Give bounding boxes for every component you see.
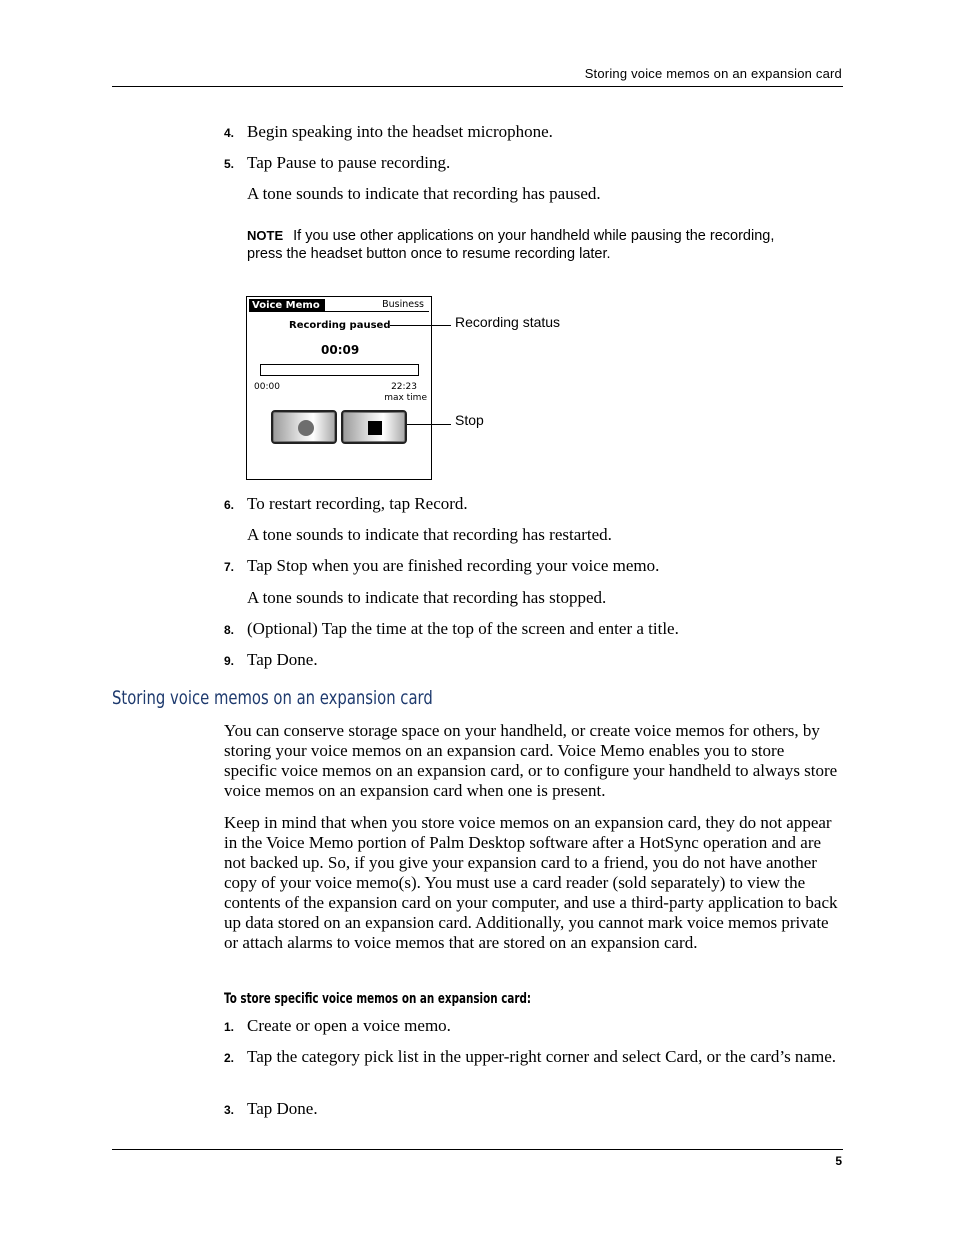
max-time-label: max time [384,393,427,403]
callout-line-status [390,325,451,326]
step-text: To restart recording, tap Record. [247,494,468,513]
page-number: 5 [835,1154,842,1168]
step-text: Tap Done. [247,1099,318,1118]
step-number: 5. [224,157,235,171]
step-number: 1. [224,1020,235,1034]
running-head: Storing voice memos on an expansion card [584,66,842,81]
step-text: Create or open a voice memo. [247,1016,451,1035]
recording-progress-bar [260,364,419,376]
step-text: Tap Pause to pause recording. [247,153,451,172]
title-underline [249,311,429,312]
step-result-paused: A tone sounds to indicate that recording has paused. [247,184,601,203]
record-circle-icon [298,420,314,436]
callout-stop: Stop [455,412,484,428]
callout-line-stop [407,424,451,425]
step-number: 7. [224,560,235,574]
step-text: Tap Stop when you are finished recording your voice memo. [247,556,660,575]
app-title: Voice Memo [249,299,325,312]
step-text: Tap the category pick list in the upper-right corner and select Card, or the card’s name. [247,1047,836,1066]
step-number: 6. [224,498,235,512]
record-button[interactable] [271,410,337,444]
step-number: 9. [224,654,235,668]
category-picker[interactable]: Business [382,299,424,310]
note-text: If you use other applications on your handheld while pausing the recording, press the headset button once to resume recording later. [247,228,775,262]
footer-rule [112,1149,843,1150]
stop-square-icon [368,421,382,435]
section-paragraph: You can conserve storage space on your handheld, or create voice memos for others, by storing your voice memos on an expansion card. Voice Memo enables you to store specific voice memos on an expansion card, or to configure your handheld to always store voice memos on an expansion card when one is present. [224,721,838,800]
step-text: Tap Done. [247,650,318,669]
header-rule [112,86,843,87]
step-number: 2. [224,1051,235,1065]
start-time: 00:00 [254,382,280,392]
note-label: NOTE [247,228,284,243]
section-heading: Storing voice memos on an expansion card [112,687,433,709]
step-text: (Optional) Tap the time at the top of the screen and enter a title. [247,619,679,638]
section-paragraph: Keep in mind that when you store voice memos on an expansion card, they do not appear in the Voice Memo portion of Palm Desktop software after a HotSync operation and are not backed up. So, if you give your expansion card to a friend, you do not have another copy of your voice memo(s). You must use a card reader (sold separately) to view the contents of the expansion card on your computer, and use a third-party application to back up data stored on an expansion card. Additionally, you cannot mark voice memos private or attach alarms to voice memos that are stored on an expansion card. [224,813,838,952]
step-text: Begin speaking into the headset microphone. [247,122,553,141]
end-time: 22:23 [391,382,417,392]
step-result-restarted: A tone sounds to indicate that recording has restarted. [247,525,612,544]
step-number: 3. [224,1103,235,1117]
voice-memo-screen [246,296,432,480]
note-block [247,227,807,263]
stop-button[interactable] [341,410,407,444]
procedure-heading: To store specific voice memos on an expansion card: [224,991,532,1007]
step-number: 4. [224,126,235,140]
step-number: 8. [224,623,235,637]
elapsed-timer: 00:09 [321,343,360,357]
recording-status: Recording paused [289,320,391,331]
callout-recording-status: Recording status [455,314,561,330]
step-result-stopped: A tone sounds to indicate that recording has stopped. [247,588,607,607]
